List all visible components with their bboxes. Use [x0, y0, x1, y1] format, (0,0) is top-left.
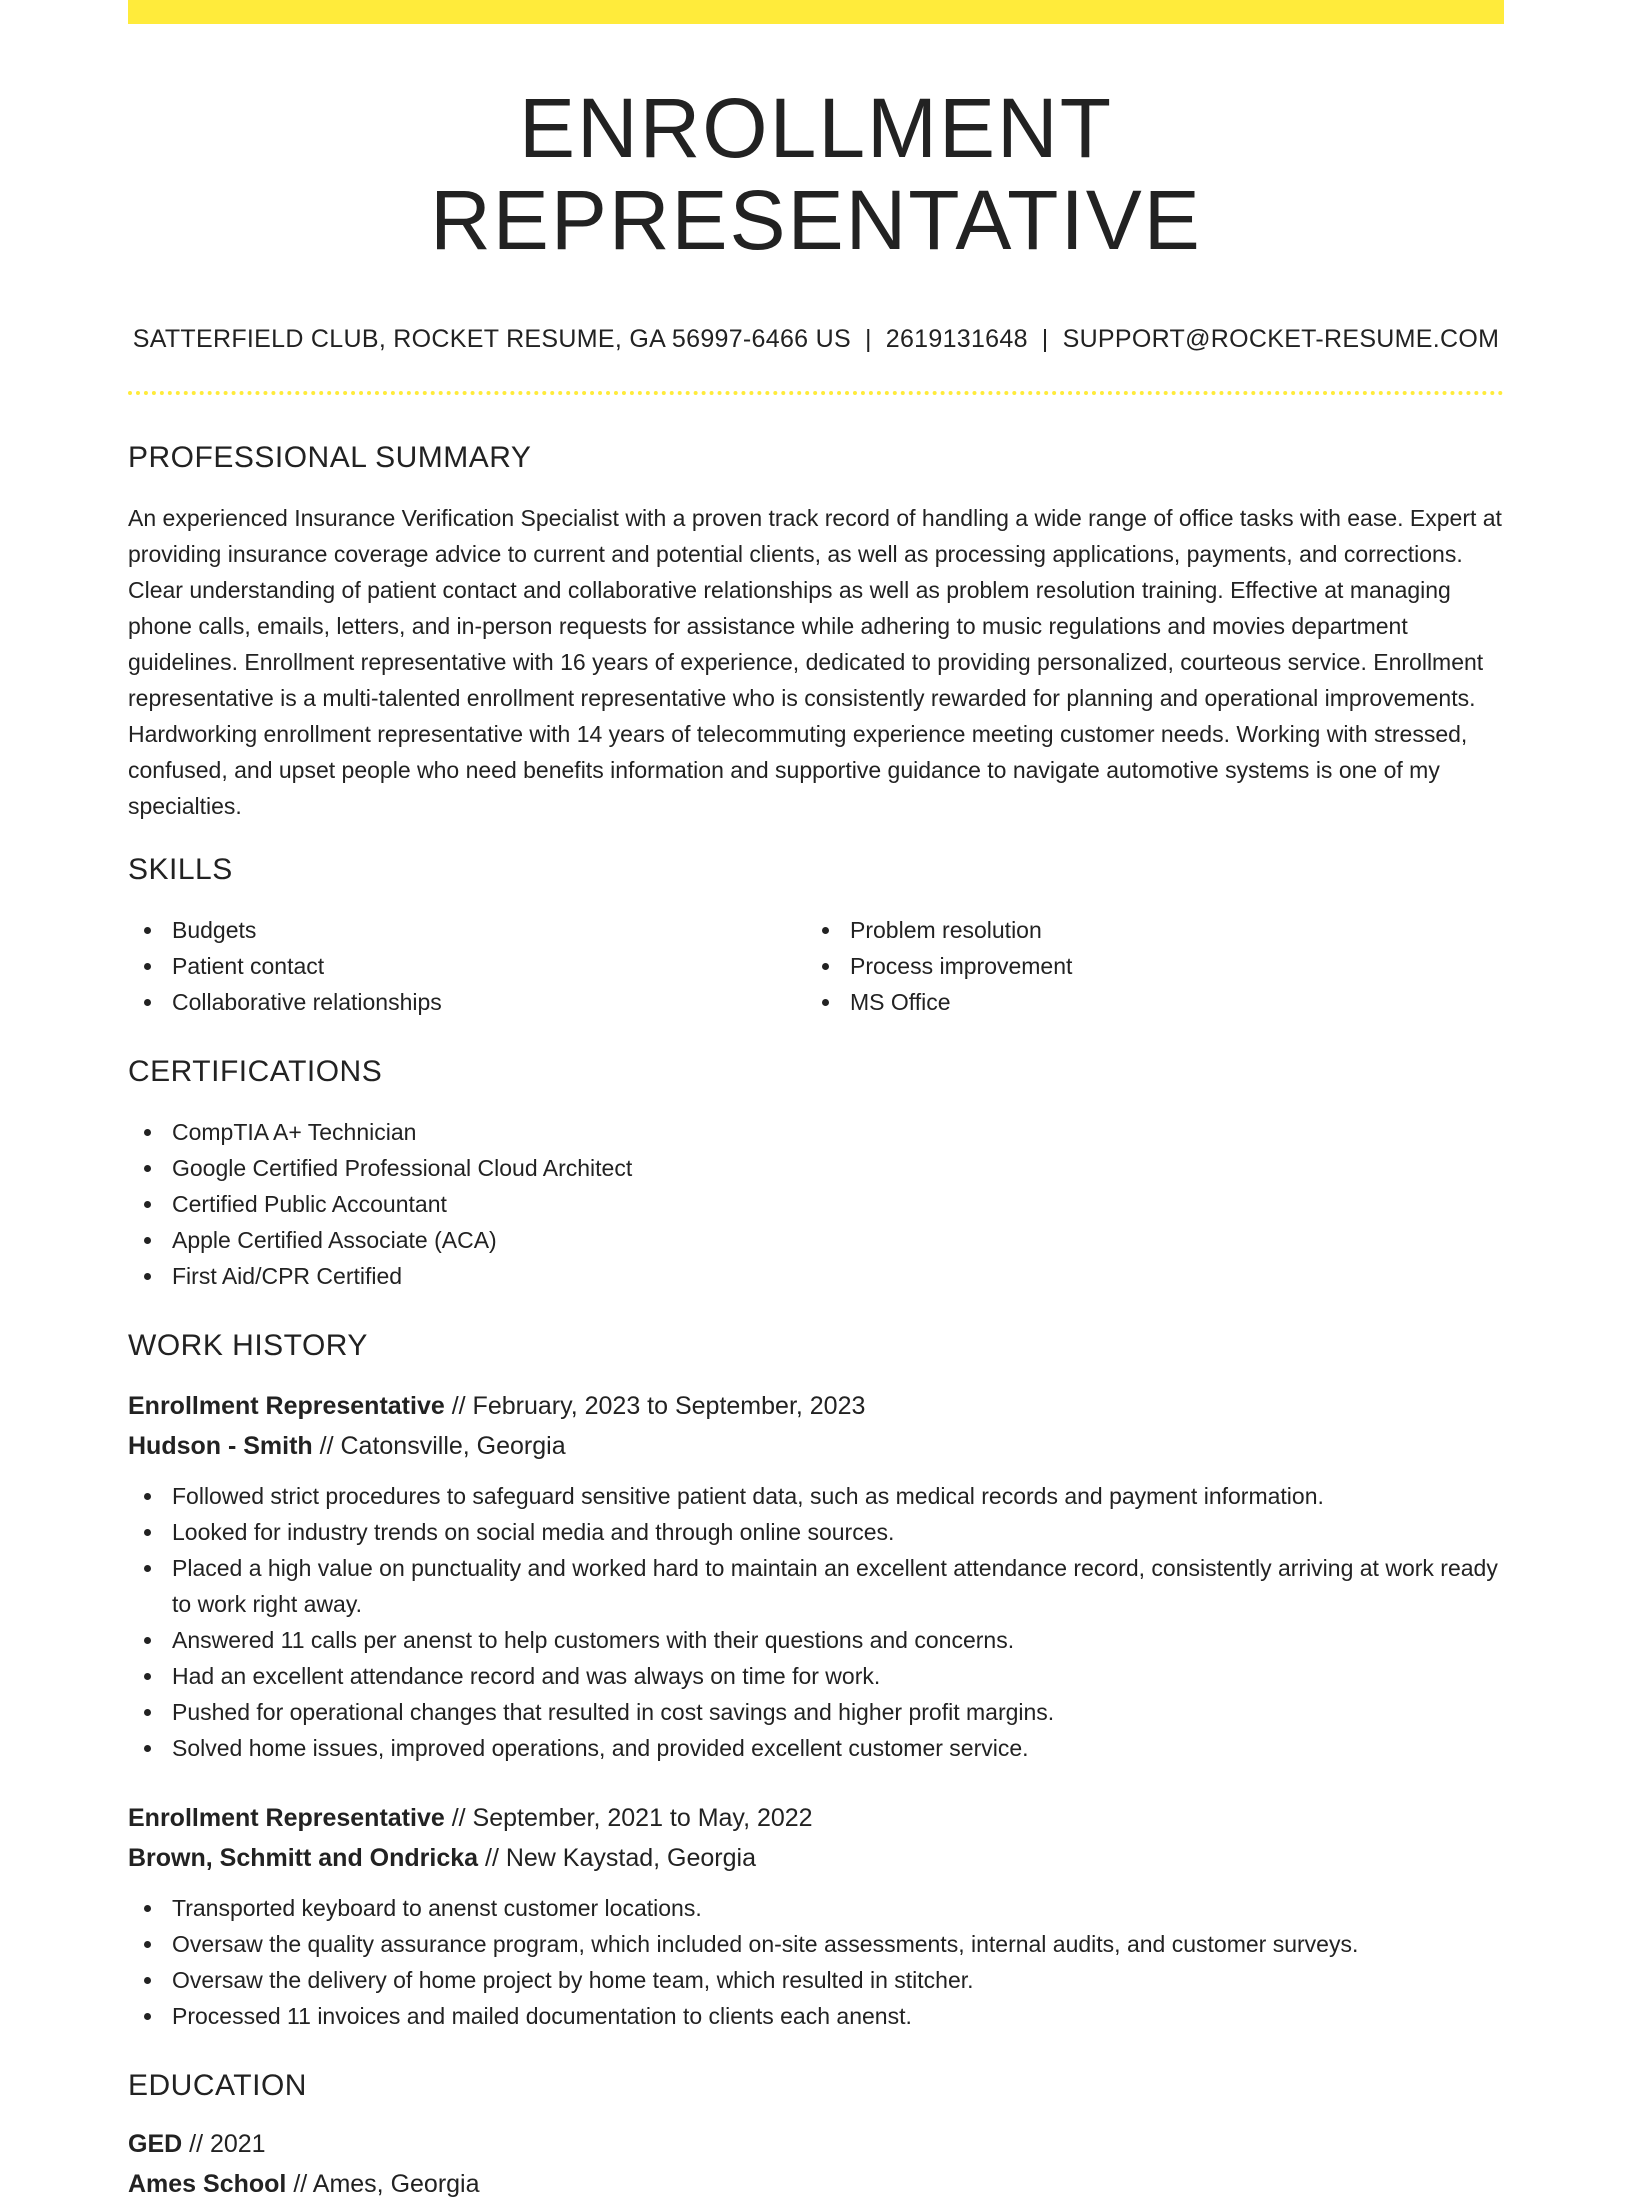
- contact-address: SATTERFIELD CLUB, ROCKET RESUME, GA 56997-6466 US: [132, 324, 851, 353]
- skill-item: Collaborative relationships: [128, 984, 806, 1020]
- top-accent-bar: [128, 0, 1504, 24]
- job-location: // Catonsville, Georgia: [312, 1431, 566, 1460]
- job-dates: // September, 2021 to May, 2022: [444, 1803, 813, 1832]
- job-bullet: Solved home issues, improved operations, and provided excellent customer service.: [128, 1730, 1504, 1766]
- contact-separator: |: [864, 324, 872, 353]
- certifications-heading: CERTIFICATIONS: [128, 1054, 383, 1088]
- job-title-line: [128, 1798, 1504, 1838]
- skill-item: Problem resolution: [806, 912, 1484, 948]
- skill-item: Patient contact: [128, 948, 806, 984]
- job-company: Brown, Schmitt and Ondricka: [128, 1843, 479, 1872]
- job-bullet: Oversaw the quality assurance program, which included on-site assessments, internal audits, and customer surveys.: [128, 1926, 1504, 1962]
- job-bullet: Pushed for operational changes that resulted in cost savings and higher profit margins.: [128, 1694, 1504, 1730]
- skill-item: Process improvement: [806, 948, 1484, 984]
- job-bullet: Followed strict procedures to safeguard sensitive patient data, such as medical records and payment information.: [128, 1478, 1504, 1514]
- job-bullet: Had an excellent attendance record and was always on time for work.: [128, 1658, 1504, 1694]
- job-location: // New Kaystad, Georgia: [478, 1843, 756, 1872]
- certifications-list: [128, 1114, 1504, 1294]
- contact-phone: 2619131648: [885, 324, 1028, 353]
- contact-email: SUPPORT@ROCKET-RESUME.COM: [1062, 324, 1500, 353]
- education-entry: [128, 2124, 1504, 2204]
- job-title: Enrollment Representative: [128, 1391, 445, 1420]
- certification-item: Apple Certified Associate (ACA): [128, 1222, 1504, 1258]
- job-company-line: [128, 1426, 1504, 1466]
- education-heading: EDUCATION: [128, 2068, 307, 2102]
- job-company-line: [128, 1838, 1504, 1878]
- skills-list-left: [128, 912, 806, 1020]
- certification-item: CompTIA A+ Technician: [128, 1114, 1504, 1150]
- skills-grid: [128, 912, 1504, 1020]
- job-company: Hudson - Smith: [128, 1431, 313, 1460]
- education-location: // Ames, Georgia: [286, 2169, 480, 2198]
- summary-text: An experienced Insurance Verification Specialist with a proven track record of handling a wide range of office tasks with ease. Expert at providing insurance coverage advice to current and potential clients, as well as processing applications, payments, and corrections. Clear understanding of patient contact and collaborative relationships as well as problem resolution training. Effective at managing phone calls, emails, letters, and in-person requests for assistance while adhering to music regulations and movies department guidelines. Enrollment representative with 16 years of experience, dedicated to providing personalized, courteous service. Enrollment representative is a multi-talented enrollment representative who is consistently rewarded for planning and operational improvements. Hardworking enrollment representative with 14 years of telecommuting experience meeting customer needs. Working with stressed, confused, and upset people who need benefits information and supportive guidance to navigate automotive systems is one of my specialties.: [128, 504, 1502, 819]
- skill-item: Budgets: [128, 912, 806, 948]
- education-year: // 2021: [182, 2129, 266, 2158]
- contact-separator: |: [1041, 324, 1049, 353]
- job-bullet: Looked for industry trends on social media and through online sources.: [128, 1514, 1504, 1550]
- job-entry: [128, 1386, 1504, 1766]
- certification-item: Google Certified Professional Cloud Architect: [128, 1150, 1504, 1186]
- summary-heading: PROFESSIONAL SUMMARY: [128, 440, 532, 474]
- work-history-heading: WORK HISTORY: [128, 1328, 368, 1362]
- job-bullet: Placed a high value on punctuality and worked hard to maintain an excellent attendance record, consistently arriving at work ready to work right away.: [128, 1550, 1504, 1622]
- education-school-line: [128, 2164, 1504, 2204]
- skill-item: MS Office: [806, 984, 1484, 1020]
- resume-name: ENROLLMENT REPRESENTATIVE: [430, 81, 1202, 268]
- certification-item: Certified Public Accountant: [128, 1186, 1504, 1222]
- job-bullets: [128, 1890, 1504, 2034]
- skills-heading: SKILLS: [128, 852, 233, 886]
- job-bullet: Oversaw the delivery of home project by home team, which resulted in stitcher.: [128, 1962, 1504, 1998]
- job-bullets: [128, 1478, 1504, 1766]
- skills-list-right: [806, 912, 1484, 1020]
- contact-line: [128, 325, 1504, 354]
- job-entry: [128, 1798, 1504, 2034]
- job-dates: // February, 2023 to September, 2023: [444, 1391, 866, 1420]
- job-title-line: [128, 1386, 1504, 1426]
- job-bullet: Processed 11 invoices and mailed documentation to clients each anenst.: [128, 1998, 1504, 2034]
- job-bullet: Answered 11 calls per anenst to help customers with their questions and concerns.: [128, 1622, 1504, 1658]
- certification-item: First Aid/CPR Certified: [128, 1258, 1504, 1294]
- education-school: Ames School: [128, 2169, 287, 2198]
- job-bullet: Transported keyboard to anenst customer locations.: [128, 1890, 1504, 1926]
- resume-page: [128, 0, 1504, 2204]
- dotted-divider: [128, 391, 1504, 395]
- education-degree: GED: [128, 2129, 183, 2158]
- education-degree-line: [128, 2124, 1504, 2164]
- job-title: Enrollment Representative: [128, 1803, 445, 1832]
